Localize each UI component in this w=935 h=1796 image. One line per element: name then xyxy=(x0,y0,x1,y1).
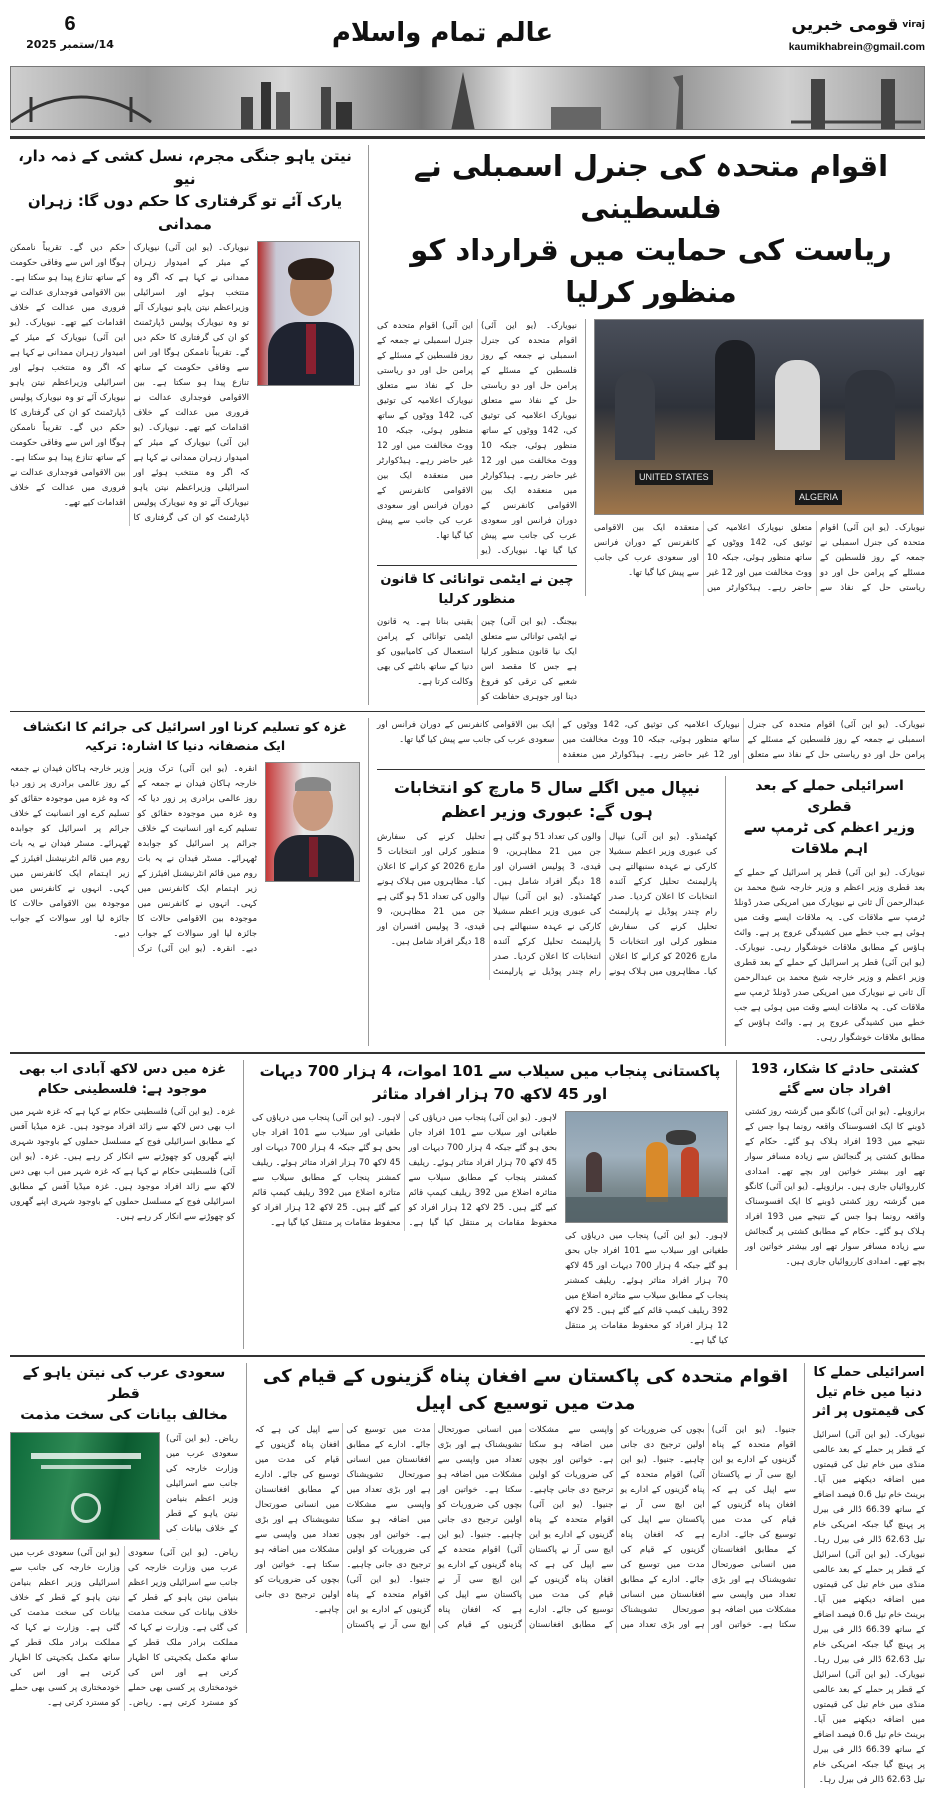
un-article-body: نیویارک۔ (یو این آئی) اقوام متحدہ کی جنرل اسمبلی نے جمعہ کے روز فلسطین کے مسئلے کے پرامن حل اور دو ریاستی حل کے نفاذ سے متعلق نیویارک اعلامیہ کی توثیق کی، 142 ووٹوں کے ساتھ منظور ہوئی، جبکہ 10 ووٹ مخالفت میں اور 12 غیر حاضر رہے۔ ہیڈکوارٹر میں منعقدہ ایک بین الاقوامی کانفرنس کے دوران فرانس اور سعودی عرب کی جانب سے پیش کیا گیا تھا۔ نیویارک۔ (یو این آئی) اقوام متحدہ کی جنرل اسمبلی نے جمعہ کے روز فلسطین کے مسئلے کے پرامن حل اور دو ریاستی حل کے نفاذ سے متعلق نیویارک اعلامیہ کی توثیق کی، 142 ووٹوں کے ساتھ منظور ہوئی، جبکہ 10 ووٹ مخالفت میں اور 12 غیر حاضر رہے۔ ہیڈکوارٹر میں منعقدہ ایک بین الاقوامی کانفرنس کے دوران فرانس اور سعودی عرب کی جانب سے پیش کیا گیا تھا۔ xyxy=(377,321,578,557)
mamdani-portrait xyxy=(257,241,360,386)
page-number: 6 xyxy=(64,13,76,35)
logo-text: قومی خبریں xyxy=(791,15,899,35)
saudi-article-body-top: ریاض۔ (یو این آئی) سعودی عرب میں وزارت خارجہ کی جانب سے اسرائیلی وزیر اعظم بنیامن نیتن یاہو کے قطر کے خلاف بیانات کی xyxy=(166,1434,238,1535)
nameplate-algeria: ALGERIA xyxy=(795,490,842,505)
china-article-body: بیجنگ۔ (یو این آئی) چین نے ایٹمی توانائی سے متعلق ایک نیا قانون منظور کرلیا ہے جس کا مقصد اس شعبے کی ترقی کو فروغ دینا اور جوہری حفاظت کو یقینی بنانا ہے۔ یہ قانون ایٹمی توانائی کے پرامن استعمال کی کامیابیوں کو دنیا کے ساتھ بانٹنے کی بھی وکالت کرتا ہے۔ xyxy=(377,617,577,703)
nepal-headline: نیپال میں اگلے سال 5 مارچ کو انتخابات ہوں گے: عبوری وزیر اعظم xyxy=(394,778,700,822)
boat-headline: کشتی حادثے کا شکار، 193 افراد جان سے گئے xyxy=(750,1062,919,1097)
flood-article-body: لاہور۔ (یو این آئی) پنجاب میں دریاؤں کی طغیانی اور سیلاب سے 101 افراد جاں بحق ہو گئے جبکہ 4 ہزار 700 دیہات اور 45 لاکھ 70 ہزار افراد متاثر ہوئے۔ ریلیف کمشنر پنجاب کے مطابق سیلاب سے متاثرہ اضلاع میں 392 ریلیف کیمپ قائم کیے گئے ہیں۔ 25 لاکھ 12 ہزار افراد کو محفوظ مقامات پر منتقل کیا گیا ہے۔ لاہور۔ (یو این آئی) پنجاب میں دریاؤں کی طغیانی اور سیلاب سے 101 افراد جاں بحق ہو گئے جبکہ 4 ہزار 700 دیہات اور 45 لاکھ 70 ہزار افراد متاثر ہوئے۔ ریلیف کمشنر پنجاب کے مطابق سیلاب سے متاثرہ اضلاع میں 392 ریلیف کیمپ قائم کیے گئے ہیں۔ 25 لاکھ 12 ہزار افراد کو محفوظ مقامات پر منتقل کیا گیا ہے۔ xyxy=(252,1113,557,1229)
flood-article-body-below-photo: لاہور۔ (یو این آئی) پنجاب میں دریاؤں کی طغیانی اور سیلاب سے 101 افراد جاں بحق ہو گئے جبکہ 4 ہزار 700 دیہات اور 45 لاکھ 70 ہزار افراد متاثر ہوئے۔ ریلیف کمشنر پنجاب کے مطابق سیلاب سے متاثرہ اضلاع میں 392 ریلیف کیمپ قائم کیے گئے ہیں۔ 25 لاکھ 12 ہزار افراد کو محفوظ مقامات پر منتقل کیا گیا ہے۔ xyxy=(565,1231,729,1347)
logo-mark-icon: viraj xyxy=(902,20,925,30)
qatar-article-body: نیویارک۔ (یو این آئی) قطر پر اسرائیل کے حملے کے بعد قطری وزیر اعظم و وزیر خارجہ شیخ محمد بن عبدالرحمن آل ثانی نے نیویارک میں امریکی صدر ڈونلڈ ٹرمپ سے ملاقات کی۔ یہ ملاقات ایسے وقت میں ہوئی ہے جب خطے میں کشیدگی عروج پر ہے۔ وائٹ ہاؤس کے مطابق ملاقات خوشگوار رہی۔ نیویارک۔ (یو این آئی) قطر پر اسرائیل کے حملے کے بعد قطری وزیر اعظم و وزیر خارجہ شیخ محمد بن عبدالرحمن آل ثانی نے نیویارک میں امریکی صدر ڈونلڈ ٹرمپ سے ملاقات کی۔ یہ ملاقات ایسے وقت میں ہوئی ہے جب خطے میں کشیدگی عروج پر ہے۔ وائٹ ہاؤس کے مطابق ملاقات خوشگوار رہی۔ xyxy=(734,868,925,1044)
afghan-article-body: جنیوا۔ (یو این آئی) اقوام متحدہ کے پناہ گزینوں کے ادارے یو این ایچ سی آر نے پاکستان سے اپیل کی ہے کہ افغان پناہ گزینوں کے قیام کی مدت میں توسیع کی جائے۔ ادارے کے مطابق افغانستان میں انسانی صورتحال تشویشناک ہے اور بڑی تعداد میں واپسی سے مشکلات میں اضافہ ہو سکتا ہے۔ خواتین اور بچوں کی ضروریات کو اولین ترجیح دی جانی چاہیے۔ جنیوا۔ (یو این آئی) اقوام متحدہ کے پناہ گزینوں کے ادارے یو این ایچ سی آر نے پاکستان سے اپیل کی ہے کہ افغان پناہ گزینوں کے قیام کی مدت میں توسیع کی جائے۔ ادارے کے مطابق افغانستان میں انسانی صورتحال تشویشناک ہے اور بڑی تعداد میں واپسی سے مشکلات میں اضافہ ہو سکتا ہے۔ خواتین اور بچوں کی ضروریات کو اولین ترجیح دی جانی چاہیے۔ جنیوا۔ (یو این آئی) اقوام متحدہ کے پناہ گزینوں کے ادارے یو این ایچ سی آر نے پاکستان سے اپیل کی ہے کہ افغان پناہ گزینوں کے قیام کی مدت میں توسیع کی جائے۔ ادارے کے مطابق افغانستان میں انسانی صورتحال تشویشناک ہے اور بڑی تعداد میں واپسی سے مشکلات میں اضافہ ہو سکتا ہے۔ خواتین اور بچوں کی ضروریات کو اولین ترجیح دی جانی چاہیے۔ جنیوا۔ (یو این آئی) اقوام متحدہ کے پناہ گزینوں کے ادارے یو این ایچ سی آر نے پاکستان سے اپیل کی ہے کہ افغان پناہ گزینوں کے قیام کی مدت میں توسیع کی جائے۔ ادارے کے مطابق افغانستان میں انسانی صورتحال تشویشناک ہے اور بڑی تعداد میں واپسی سے مشکلات میں اضافہ ہو سکتا ہے۔ خواتین اور بچوں کی ضروریات کو اولین ترجیح دی جانی چاہیے۔ جنیوا۔ (یو این آئی) اقوام متحدہ کے پناہ گزینوں کے ادارے یو این ایچ سی آر نے پاکستان سے اپیل کی ہے کہ افغان پناہ گزینوں کے قیام کی مدت میں توسیع کی جائے۔ ادارے کے مطابق افغانستان میں انسانی صورتحال تشویشناک ہے اور بڑی تعداد میں واپسی سے مشکلات میں اضافہ ہو سکتا ہے۔ خواتین اور بچوں کی ضروریات کو اولین ترجیح دی جانی چاہیے۔ xyxy=(255,1425,796,1631)
nameplate-united-states: UNITED STATES xyxy=(635,470,713,485)
mamdani-headline xyxy=(10,145,360,235)
un-headline xyxy=(377,145,925,313)
afghan-headline: اقوام متحدہ کی پاکستان سے افغان پناہ گزینوں کے قیام کی مدت میں توسیع کی اپیل xyxy=(262,1366,789,1415)
email: kaumikhabrein@gmail.com xyxy=(788,41,925,53)
oil-article-body: نیویارک۔ (یو این آئی) اسرائیل کے قطر پر حملے کے بعد عالمی منڈی میں خام تیل کی قیمتوں میں اضافہ دیکھنے میں آیا۔ برینٹ خام تیل 0.6 فیصد اضافے کے ساتھ 66.39 ڈالر فی بیرل پر پہنچ گیا جبکہ امریکی خام تیل 62.63 ڈالر فی بیرل رہا۔ نیویارک۔ (یو این آئی) اسرائیل کے قطر پر حملے کے بعد عالمی منڈی میں خام تیل کی قیمتوں میں اضافہ دیکھنے میں آیا۔ برینٹ خام تیل 0.6 فیصد اضافے کے ساتھ 66.39 ڈالر فی بیرل پر پہنچ گیا جبکہ امریکی خام تیل 62.63 ڈالر فی بیرل رہا۔ نیویارک۔ (یو این آئی) اسرائیل کے قطر پر حملے کے بعد عالمی منڈی میں خام تیل کی قیمتوں میں اضافہ دیکھنے میں آیا۔ برینٹ خام تیل 0.6 فیصد اضافے کے ساتھ 66.39 ڈالر فی بیرل پر پہنچ گیا جبکہ امریکی خام تیل 62.63 ڈالر فی بیرل رہا۔ xyxy=(813,1429,925,1785)
un-headline-line-2: ریاست کی حمایت میں قرارداد کو منظور کرلیا xyxy=(410,233,892,310)
qatar-headline xyxy=(734,776,925,860)
landmarks-banner xyxy=(10,66,925,130)
mamdani-headline-line-2: یارک آئے تو گرفتاری کا حکم دوں گا: زہران ممدانی xyxy=(27,192,343,233)
saudi-headline-line-2: مخالف بیانات کی سخت مذمت xyxy=(20,1407,228,1424)
un-assembly-photo xyxy=(594,319,924,515)
skyline-icon xyxy=(11,67,923,130)
un-article-body-cont: نیویارک۔ (یو این آئی) اقوام متحدہ کی جنرل اسمبلی نے جمعہ کے روز فلسطین کے مسئلے کے پرامن حل اور دو ریاستی حل کے نفاذ سے متعلق نیویارک اعلامیہ کی توثیق کی، 142 ووٹوں کے ساتھ منظور ہوئی، جبکہ 10 ووٹ مخالفت میں اور 12 غیر حاضر رہے۔ ہیڈکوارٹر میں منعقدہ ایک بین الاقوامی کانفرنس کے دوران فرانس اور سعودی عرب کی جانب سے پیش کیا گیا تھا۔ xyxy=(594,523,925,594)
logo xyxy=(792,11,925,39)
nepal-article-body: کھٹمنڈو۔ (یو این آئی) نیپال کی عبوری وزیر اعظم سشیلا کارکی نے عہدہ سنبھالتے ہی پارلیمنٹ تحلیل کرکے آئندہ انتخابات کا اعلان کردیا۔ صدر رام چندر پوڈیل نے پارلیمنٹ تحلیل کرنے کی سفارش منظور کرلی اور انتخابات 5 مارچ 2026 کو کرانے کا اعلان کیا۔ مظاہروں میں ہلاک ہونے والوں کی تعداد 51 ہو گئی ہے جن میں 21 مظاہرین، 9 قیدی، 3 پولیس افسران اور 18 دیگر افراد شامل ہیں۔ کھٹمنڈو۔ (یو این آئی) نیپال کی عبوری وزیر اعظم سشیلا کارکی نے عہدہ سنبھالتے ہی پارلیمنٹ تحلیل کرکے آئندہ انتخابات کا اعلان کردیا۔ صدر رام چندر پوڈیل نے پارلیمنٹ تحلیل کرنے کی سفارش منظور کرلی اور انتخابات 5 مارچ 2026 کو کرانے کا اعلان کیا۔ مظاہروں میں ہلاک ہونے والوں کی تعداد 51 ہو گئی ہے جن میں 21 مظاہرین، 9 قیدی، 3 پولیس افسران اور 18 دیگر افراد شامل ہیں۔ xyxy=(377,832,718,978)
saudi-flag-photo xyxy=(10,1432,160,1540)
gaza-article-body: غزہ۔ (یو این آئی) فلسطینی حکام نے کہا ہے کہ غزہ شہر میں اب بھی دس لاکھ سے زائد افراد موجود ہیں۔ غزہ میڈیا آفس کے مطابق اسرائیلی فوج کے مسلسل حملوں کے باوجود شہری اپنے گھروں کو چھوڑنے سے انکار کر رہے ہیں۔ غزہ۔ (یو این آئی) فلسطینی حکام نے کہا ہے کہ غزہ شہر میں اب بھی دس لاکھ سے زائد افراد موجود ہیں۔ غزہ میڈیا آفس کے مطابق اسرائیلی فوج کے مسلسل حملوں کے باوجود شہری اپنے گھروں کو چھوڑنے سے انکار کر رہے ہیں۔ xyxy=(10,1107,235,1223)
un-headline-line-1: اقوام متحدہ کی جنرل اسمبلی نے فلسطینی xyxy=(413,149,889,226)
mamdani-headline-line-1: نیتن یاہو جنگی مجرم، نسل کشی کے ذمہ دار، نیو xyxy=(18,147,352,188)
oil-headline: اسرائیلی حملے کا دنیا میں خام تیل کی قیمتوں پر اثر xyxy=(813,1365,925,1420)
fidan-portrait xyxy=(265,762,360,882)
saudi-headline xyxy=(10,1363,238,1426)
china-headline: چین نے ایٹمی توانائی کا قانون منظور کرلیا xyxy=(380,572,574,607)
masthead xyxy=(10,0,925,66)
qatar-headline-line-1: اسرائیلی حملے کے بعد قطری xyxy=(755,778,904,816)
turkey-headline: غزہ کو تسلیم کرنا اور اسرائیل کی جرائم کا انکشاف ایک منصفانہ دنیا کا اشارہ: ترکیہ xyxy=(22,719,348,753)
section-title: عالم تمام واسلام xyxy=(331,18,554,48)
flood-headline: پاکستانی پنجاب میں سیلاب سے 101 اموات، 4 ہزار 700 دیہات اور 45 لاکھ 70 ہزار افراد متاثر xyxy=(259,1062,721,1103)
saudi-article-body: ریاض۔ (یو این آئی) سعودی عرب میں وزارت خارجہ کی جانب سے اسرائیلی وزیر اعظم بنیامن نیتن یاہو کے قطر کے خلاف بیانات کی سخت مذمت کی گئی ہے۔ وزارت نے کہا کہ مملکت برادر ملک قطر کے ساتھ مکمل یکجہتی کا اظہار کرتی ہے اور اس کی خودمختاری پر کسی بھی حملے کو مسترد کرتی ہے۔ ریاض۔ (یو این آئی) سعودی عرب میں وزارت خارجہ کی جانب سے اسرائیلی وزیر اعظم بنیامن نیتن یاہو کے قطر کے خلاف بیانات کی سخت مذمت کی گئی ہے۔ وزارت نے کہا کہ مملکت برادر ملک قطر کے ساتھ مکمل یکجہتی کا اظہار کرتی ہے اور اس کی خودمختاری پر کسی بھی حملے کو مسترد کرتی ہے۔ xyxy=(10,1548,238,1709)
saudi-headline-line-1: سعودی عرب کی نیتن یاہو کے قطر xyxy=(22,1365,226,1403)
gaza-headline: غزہ میں دس لاکھ آبادی اب بھی موجود ہے: فلسطینی حکام xyxy=(18,1062,227,1097)
logo-block xyxy=(755,11,925,55)
boat-article-body: برازویلے۔ (یو این آئی) کانگو میں گزشتہ روز کشتی ڈوبنے کا ایک افسوسناک واقعہ رونما ہوا جس کے نتیجے میں 193 افراد ہلاک ہو گئے۔ حکام کے مطابق کشتی پر گنجائش سے زیادہ مسافر سوار تھے اور بیشتر خواتین اور بچے تھے۔ امدادی کارروائیاں جاری ہیں۔ برازویلے۔ (یو این آئی) کانگو میں گزشتہ روز کشتی ڈوبنے کا ایک افسوسناک واقعہ رونما ہوا جس کے نتیجے میں 193 افراد ہلاک ہو گئے۔ حکام کے مطابق کشتی پر گنجائش سے زیادہ مسافر سوار تھے اور بیشتر خواتین اور بچے تھے۔ امدادی کارروائیاں جاری ہیں۔ xyxy=(745,1107,925,1268)
upper-article-continuation: نیویارک۔ (یو این آئی) اقوام متحدہ کی جنرل اسمبلی نے جمعہ کے روز فلسطین کے مسئلے کے پرامن حل اور دو ریاستی حل کے نفاذ سے متعلق نیویارک اعلامیہ کی توثیق کی، 142 ووٹوں کے ساتھ منظور ہوئی، جبکہ 10 ووٹ مخالفت میں اور 12 غیر حاضر رہے۔ ہیڈکوارٹر میں منعقدہ ایک بین الاقوامی کانفرنس کے دوران فرانس اور سعودی عرب کی جانب سے پیش کیا گیا تھا۔ xyxy=(377,720,925,761)
mamdani-article-body: نیویارک۔ (یو این آئی) نیویارک کے میئر کے امیدوار زہران ممدانی نے کہا ہے کہ اگر وہ منتخب ہوئے اور اسرائیلی وزیراعظم نیتن یاہو نیویارک آئے تو وہ نیویارک پولیس ڈپارٹمنٹ کو ان کی گرفتاری کا حکم دیں گے۔ تقریباً ناممکن ہوگا اور اس سے وفاقی حکومت کے ساتھ تنازع پیدا ہو سکتا ہے۔ بین الاقوامی فوجداری عدالت نے فروری میں عدالت کے خلاف اقدامات کیے تھے۔ نیویارک۔ (یو این آئی) نیویارک کے میئر کے امیدوار زہران ممدانی نے کہا ہے کہ اگر وہ منتخب ہوئے اور اسرائیلی وزیراعظم نیتن یاہو نیویارک آئے تو وہ نیویارک پولیس ڈپارٹمنٹ کو ان کی گرفتاری کا حکم دیں گے۔ تقریباً ناممکن ہوگا اور اس سے وفاقی حکومت کے ساتھ تنازع پیدا ہو سکتا ہے۔ بین الاقوامی فوجداری عدالت نے فروری میں عدالت کے خلاف اقدامات کیے تھے۔ نیویارک۔ (یو این آئی) نیویارک کے میئر کے امیدوار زہران ممدانی نے کہا ہے کہ اگر وہ منتخب ہوئے اور اسرائیلی وزیراعظم نیتن یاہو نیویارک آئے تو وہ نیویارک پولیس ڈپارٹمنٹ کو ان کی گرفتاری کا حکم دیں گے۔ تقریباً ناممکن ہوگا اور اس سے وفاقی حکومت کے ساتھ تنازع پیدا ہو سکتا ہے۔ بین الاقوامی فوجداری عدالت نے فروری میں عدالت کے خلاف اقدامات کیے تھے۔ xyxy=(10,243,249,523)
flood-photo xyxy=(565,1111,728,1223)
page-info xyxy=(10,12,130,54)
turkey-article-body: انقرہ۔ (یو این آئی) ترک وزیر خارجہ ہاکان فیدان نے جمعہ کے روز عالمی برادری پر زور دیا کہ وہ غزہ میں موجودہ حقائق کو تسلیم کرے اور انسانیت کے خلاف جرائم پر اسرائیل کو جوابدہ ٹھہرائے۔ مسٹر فیدان نے یہ بات روم میں قائم انٹرنیشنل افیئرز کے زیر اہتمام ایک کانفرنس میں کہی۔ انہوں نے کانفرنس میں موجودہ بین الاقوامی حالات کا جائزہ لیا اور سوالات کے جواب دیے۔ انقرہ۔ (یو این آئی) ترک وزیر خارجہ ہاکان فیدان نے جمعہ کے روز عالمی برادری پر زور دیا کہ وہ غزہ میں موجودہ حقائق کو تسلیم کرے اور انسانیت کے خلاف جرائم پر اسرائیل کو جوابدہ ٹھہرائے۔ مسٹر فیدان نے یہ بات روم میں قائم انٹرنیشنل افیئرز کے زیر اہتمام ایک کانفرنس میں کہی۔ انہوں نے کانفرنس میں موجودہ بین الاقوامی حالات کا جائزہ لیا اور سوالات کے جواب دیے۔ xyxy=(10,763,257,954)
qatar-headline-line-2: وزیر اعظم کی ٹرمپ سے اہم ملاقات xyxy=(744,820,915,858)
date: 14/ستمبر 2025 xyxy=(26,38,114,51)
